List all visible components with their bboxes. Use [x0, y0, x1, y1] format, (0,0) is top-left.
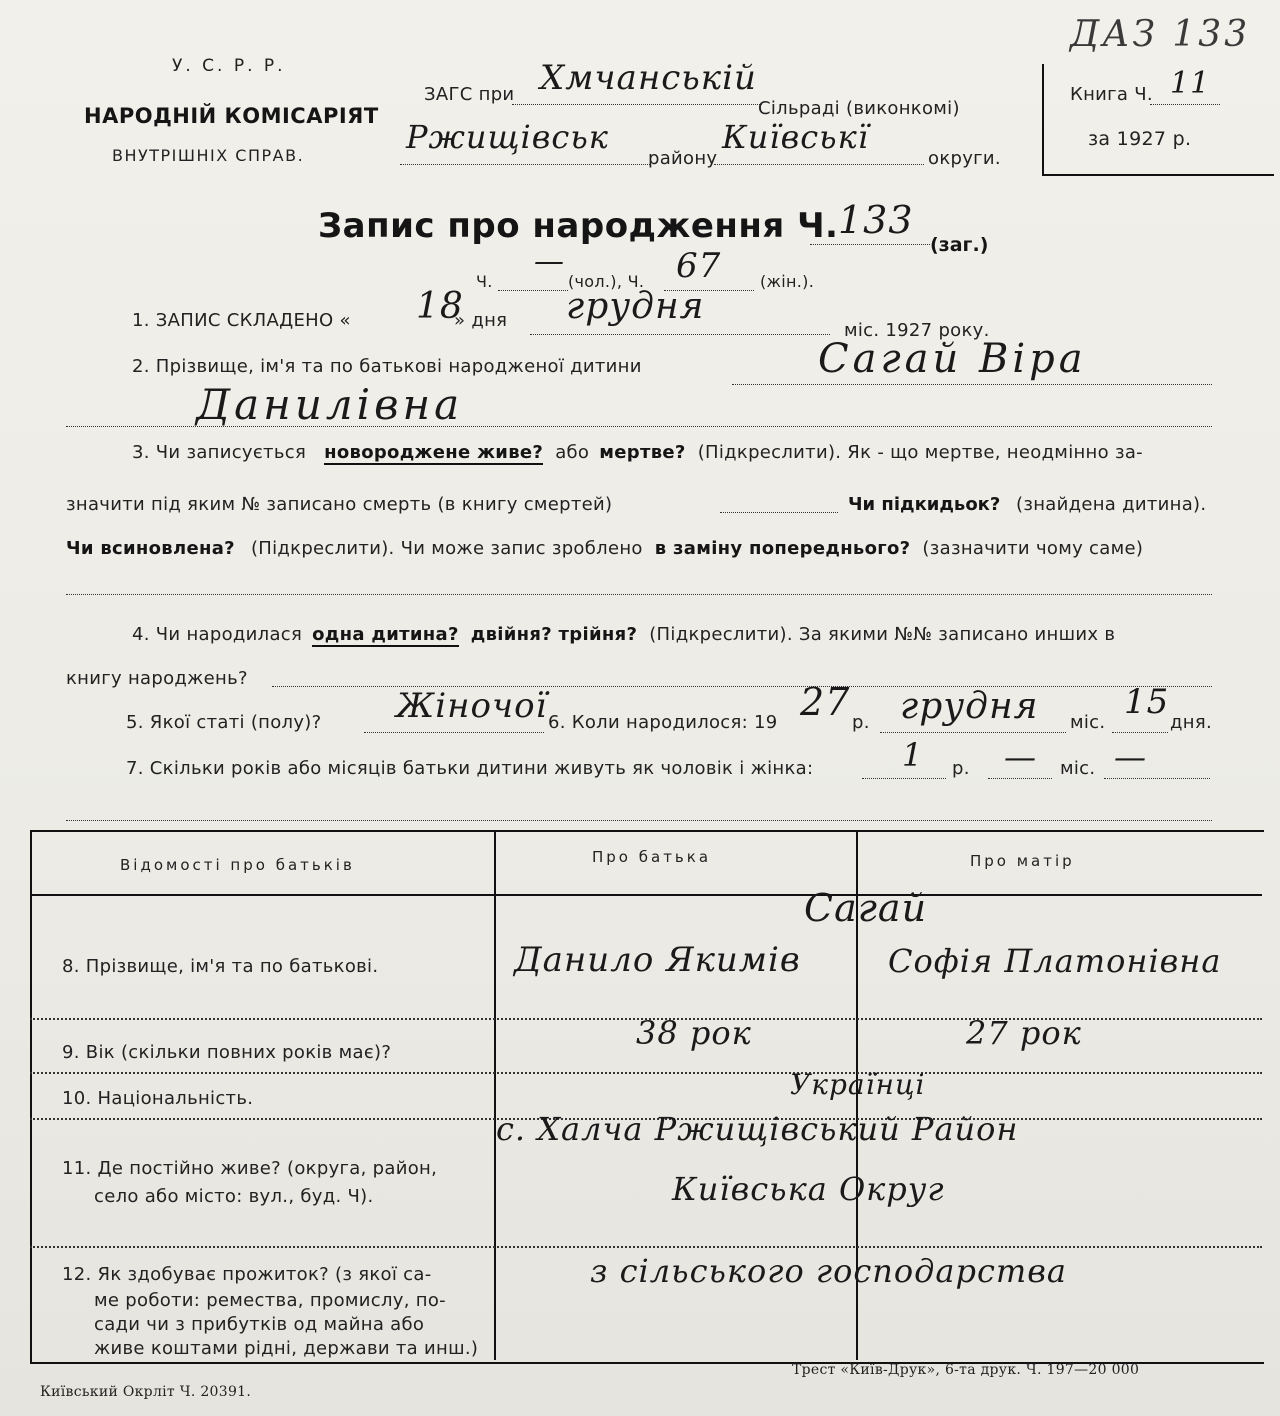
record-number-line: [810, 244, 930, 245]
item3-alive-option: новороджене живе?: [324, 442, 544, 463]
okruhy-label: округи.: [928, 148, 1001, 169]
table-row-rule-2: [30, 1072, 1262, 1074]
item6-dnia-label: дня.: [1170, 712, 1212, 733]
item4-single-option: одна дитина?: [312, 624, 459, 645]
item3-label: [132, 442, 1143, 463]
item6-day-line: [1112, 732, 1168, 733]
item3-line2-label: значити під яким № записано смерть (в книгу смертей): [66, 494, 613, 515]
item5-label: 5. Якої статі (полу)?: [126, 712, 322, 733]
row11-address-handwriting-2: Київська Округ: [672, 1170, 945, 1208]
row12-occupation-handwriting: з сільського господарства: [590, 1252, 1067, 1290]
row11-label-1: 11. Де постійно живе? (округа, район,: [62, 1158, 438, 1179]
item7-months-handwriting: —: [1004, 738, 1037, 776]
okruha-line: [714, 164, 924, 165]
item3-replacement-question: (Підкреслити). Чи може запис зроблено: [250, 538, 643, 559]
item2-label: 2. Прізвище, ім'я та по батькові народженої дитини: [132, 356, 642, 377]
archive-stamp-handwriting: ДАЗ 133: [1070, 14, 1251, 55]
ch-label: Ч.: [476, 272, 493, 291]
child-name-handwriting-1: Сагай Віра: [818, 336, 1087, 382]
item3-reason: (зазначити чому саме): [922, 538, 1144, 559]
okrlit-note: Київський Окрліт Ч. 20391.: [40, 1384, 252, 1400]
item6-year-handwriting: 27: [800, 680, 851, 724]
row10-label: 10. Національність.: [62, 1088, 254, 1109]
year-label: за 1927 р.: [1088, 128, 1192, 150]
item7-label: 7. Скільки років або місяців батьки дитини живуть як чоловік і жінка:: [126, 758, 814, 779]
col-mother-header: Про матір: [970, 852, 1075, 870]
item3-or: або: [555, 442, 590, 463]
item1-month-line: [530, 334, 830, 335]
row9-mother-age-handwriting: 27 рок: [966, 1014, 1082, 1052]
okruha-handwriting: Київськї: [722, 118, 869, 156]
document-title: Запис про народження Ч.: [318, 206, 839, 246]
item4-line2: книгу народжень?: [66, 668, 248, 689]
item7-years-handwriting: 1: [902, 736, 924, 774]
item7-years-line: [862, 778, 946, 779]
book-line: [1150, 104, 1220, 105]
book-box: [1042, 64, 1274, 176]
row10-nationality-handwriting: Українці: [790, 1068, 926, 1101]
item5-sex-handwriting: Жіночої: [396, 686, 548, 726]
item3-adopted: Чи всиновлена?: [66, 538, 235, 559]
item3-reason-line: [66, 594, 1212, 595]
child-name-handwriting-2: Данилівна: [196, 380, 464, 429]
village-line: [512, 104, 762, 105]
female-count-handwriting: 67: [676, 246, 722, 286]
printer-note: Трест «Київ-Друк», 6-та друк. Ч. 197—20 000: [792, 1362, 1140, 1378]
item7-r-label: р.: [952, 758, 970, 779]
item7-mis-label: міс.: [1060, 758, 1096, 779]
row11-label-2: село або місто: вул., буд. Ч).: [94, 1186, 374, 1207]
row8-surname-handwriting: Сагай: [804, 886, 928, 930]
item7-end-handwriting: —: [1114, 738, 1147, 776]
book-number-handwriting: 11: [1170, 66, 1211, 101]
book-label: Книга Ч.: [1070, 84, 1153, 105]
row8-father-handwriting: Данило Якимів: [514, 940, 801, 980]
item3-instruction: (Підкреслити). Як - що мертве, неодмінно за-: [697, 442, 1143, 463]
raionu-label: району: [648, 148, 718, 169]
row8-label: 8. Прізвище, ім'я та по батькові.: [62, 956, 379, 977]
row8-mother-handwriting: Софія Платонівна: [888, 942, 1222, 980]
row9-label: 9. Вік (скільки повних років має)?: [62, 1042, 392, 1063]
row12-label-3: сади чи з прибутків од майна або: [94, 1314, 425, 1335]
child-name-line-1: [732, 384, 1212, 385]
item1-year-label: міс. 1927 року.: [844, 320, 990, 341]
item6-day-handwriting: 15: [1124, 682, 1170, 722]
item1-label: 1. ЗАПИС СКЛАДЕНО «: [132, 310, 351, 331]
table-header-rule: [30, 894, 1262, 896]
item1-month-handwriting: грудня: [566, 286, 705, 327]
district-handwriting: Ржищівськ: [406, 118, 609, 156]
item1-dnia-label: » дня: [454, 310, 508, 331]
row12-label-1: 12. Як здобуває прожиток? (з якої са-: [62, 1264, 432, 1285]
item6-label: 6. Коли народилося: 19: [548, 712, 778, 733]
zags-label: ЗАГС при: [424, 84, 515, 105]
male-count-line: [498, 290, 568, 291]
item3-dead-option: мертве?: [599, 442, 686, 463]
ussr-label: У. С. Р. Р.: [172, 56, 286, 76]
item7-end-line: [1104, 778, 1210, 779]
table-divider-1: [494, 830, 496, 1360]
item7-extra-line: [66, 820, 1212, 821]
internal-affairs-label: ВНУТРІШНІХ СПРАВ.: [112, 146, 305, 165]
item4-twins-triplets: двійня? трійня?: [470, 624, 638, 645]
child-name-line-2: [66, 426, 1212, 427]
item3-replacement: в заміну попереднього?: [654, 538, 911, 559]
district-line: [400, 164, 650, 165]
record-number-handwriting: 133: [838, 198, 914, 242]
item3-death-line: [720, 512, 838, 513]
item3-foundling: Чи підкидьок?: [848, 494, 1001, 515]
item6-r-label: р.: [852, 712, 870, 733]
item4-question: 4. Чи народилася: [132, 624, 303, 645]
item6-month-handwriting: грудня: [900, 686, 1039, 727]
item3-found-child: (знайдена дитина).: [1016, 494, 1207, 515]
female-label: (жін.).: [760, 272, 815, 291]
male-label: (чол.), Ч.: [568, 272, 645, 291]
row9-father-age-handwriting: 38 рок: [636, 1014, 752, 1052]
commissariat-label: НАРОДНІЙ КОМІСАРІЯТ: [84, 104, 379, 128]
col-father-header: Про батька: [592, 848, 712, 866]
item6-mis-label: міс.: [1070, 712, 1106, 733]
zag-label: (заг.): [930, 234, 989, 256]
row11-address-handwriting-1: с. Халча Ржищівський Район: [496, 1110, 1019, 1148]
col-info-header: Відомості про батьків: [120, 856, 355, 874]
item7-months-line: [988, 778, 1052, 779]
item3-question: 3. Чи записується: [132, 442, 307, 463]
item6-month-line: [880, 732, 1066, 733]
item5-line: [364, 732, 544, 733]
village-handwriting: Хмчанській: [540, 58, 757, 98]
item4-label: [132, 624, 1115, 645]
item1-day-handwriting: 18: [416, 286, 464, 327]
row12-label-2: ме роботи: ремества, промислу, по-: [94, 1290, 446, 1311]
silradi-label: Сільраді (виконкомі): [758, 98, 960, 119]
male-count-handwriting: —: [534, 244, 565, 279]
item3-line3: [66, 538, 1143, 559]
table-row-rule-4: [30, 1246, 1262, 1248]
row12-label-4: живе коштами рідні, держави та инш.): [94, 1338, 479, 1359]
item4-instruction: (Підкреслити). За якими №№ записано инших в: [649, 624, 1116, 645]
